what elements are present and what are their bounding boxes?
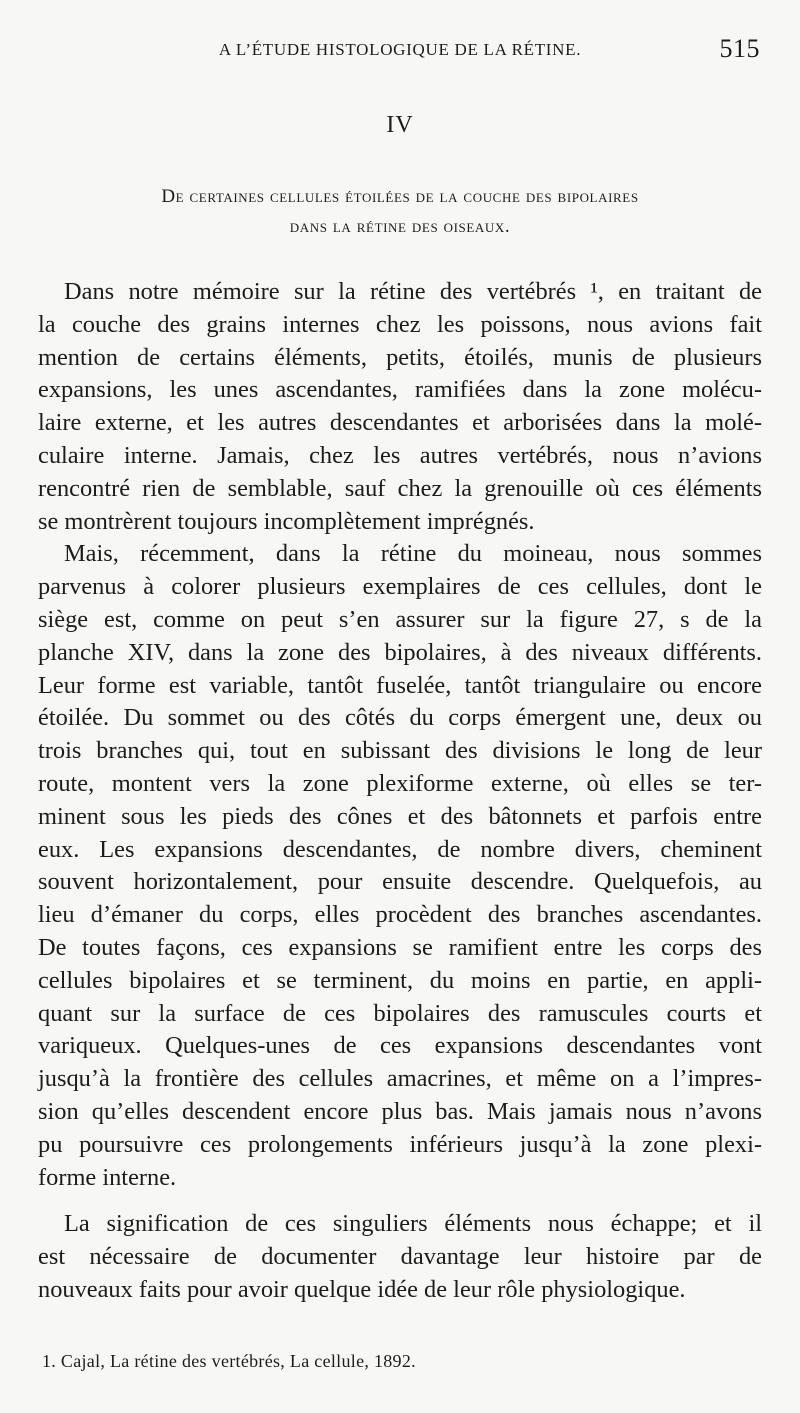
text-line: La signification de ces singuliers éléments nous échappe; et il: [64, 1210, 762, 1238]
text-line: planche XIV, dans la zone des bipolaires, à des niveaux différents.: [38, 638, 762, 666]
chapter-number: IV: [386, 112, 414, 138]
running-head: [40, 34, 760, 76]
text-line: De toutes façons, ces expansions se ramifient entre les corps des: [38, 933, 762, 961]
text-line: jusqu’à la frontière des cellules amacrines, et même on a l’impres-: [38, 1065, 762, 1093]
text-line: lieu d’émaner du corps, elles procèdent des branches ascendantes.: [38, 901, 762, 929]
text-line: souvent horizontalement, pour ensuite descendre. Quelquefois, au: [38, 868, 762, 896]
text-line: sion qu’elles descendent encore plus bas. Mais jamais nous n’avons: [38, 1097, 762, 1125]
page-number: 515: [719, 34, 760, 63]
running-head-title: A L’ÉTUDE HISTOLOGIQUE DE LA RÉTINE.: [218, 40, 582, 59]
text-line: quant sur la surface de ces bipolaires des ramuscules courts et: [38, 999, 762, 1027]
chapter-title-line: De certaines cellules étoilées de la couche des bipolaires: [161, 186, 639, 207]
text-line: Dans notre mémoire sur la rétine des vertébrés ¹, en traitant de: [64, 278, 762, 305]
text-line: étoilée. Du sommet ou des côtés du corps émergent une, deux ou: [38, 704, 762, 732]
text-line: parvenus à colorer plusieurs exemplaires de ces cellules, dont le: [38, 573, 762, 601]
text-line: la couche des grains internes chez les poissons, nous avions fait: [38, 310, 762, 338]
paragraph-2: [38, 538, 762, 1194]
text-line: mention de certains éléments, petits, étoilés, munis de plusieurs: [38, 343, 762, 371]
text-line: Mais, récemment, dans la rétine du moineau, nous sommes: [64, 540, 762, 568]
text-line: nouveaux faits pour avoir quelque idée de leur rôle physiologique.: [38, 1275, 686, 1303]
text-line: pu poursuivre ces prolongements inférieurs jusqu’à la zone plexi-: [38, 1130, 762, 1158]
text-line: eux. Les expansions descendantes, de nombre divers, cheminent: [38, 835, 762, 863]
text-line: est nécessaire de documenter davantage leur histoire par de: [38, 1243, 762, 1271]
text-line: siège est, comme on peut s’en assurer sur la figure 27, s de la: [38, 605, 762, 633]
text-line: variqueux. Quelques-unes de ces expansions descendantes vont: [38, 1032, 762, 1060]
footnote: 1. Cajal, La rétine des vertébrés, La cellule, 1892.: [42, 1351, 416, 1371]
text-line: se montrèrent toujours incomplètement imprégnés.: [38, 507, 535, 535]
text-line: rencontré rien de semblable, sauf chez la grenouille où ces éléments: [38, 474, 762, 502]
text-line: trois branches qui, tout en subissant des divisions le long de leur: [38, 737, 762, 765]
paragraph-3: [38, 1208, 762, 1306]
text-line: forme interne.: [38, 1163, 177, 1191]
text-line: minent sous les pieds des cônes et des bâtonnets et parfois entre: [38, 802, 762, 830]
text-line: culaire interne. Jamais, chez les autres vertébrés, nous n’avions: [38, 441, 762, 469]
body-text: [38, 276, 762, 1307]
chapter-title-line: dans la rétine des oiseaux.: [289, 216, 511, 237]
paragraph-1: [38, 276, 762, 538]
chapter-title: [60, 182, 740, 242]
text-line: cellules bipolaires et se terminent, du moins en partie, en appli-: [38, 966, 762, 994]
text-line: route, montent vers la zone plexiforme externe, où elles se ter-: [38, 769, 762, 797]
text-line: Leur forme est variable, tantôt fuselée, tantôt triangulaire ou encore: [38, 671, 762, 699]
text-line: laire externe, et les autres descendantes et arborisées dans la molé-: [38, 409, 762, 437]
text-line: expansions, les unes ascendantes, ramifiées dans la zone molécu-: [38, 376, 762, 404]
